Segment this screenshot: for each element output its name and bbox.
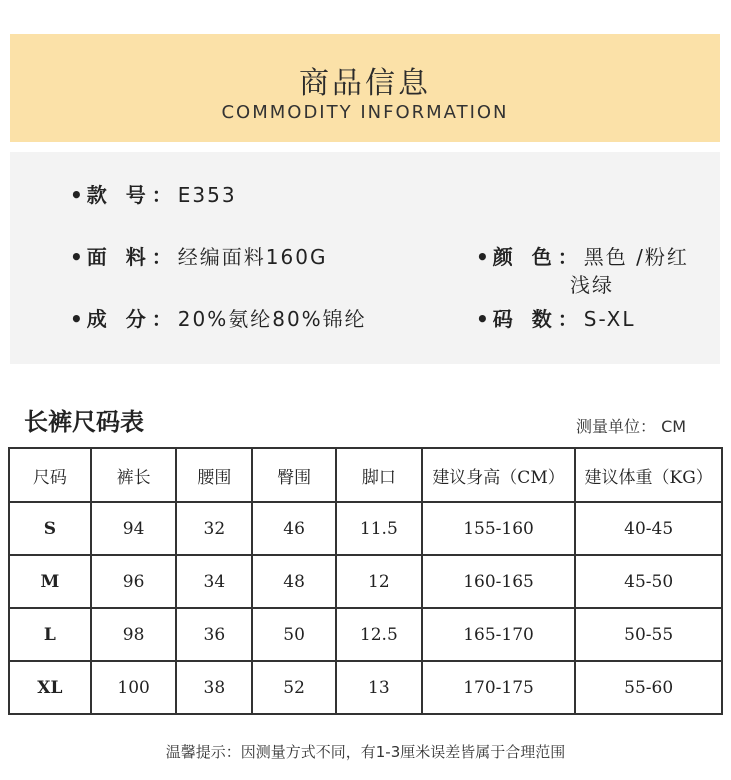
table-cell: 38 — [176, 661, 252, 714]
info-label: 面 料： — [86, 245, 178, 269]
info-value: S-XL — [583, 307, 636, 331]
table-cell: 34 — [176, 555, 252, 608]
page-subtitle: COMMODITY INFORMATION — [221, 102, 509, 123]
table-cell: 94 — [91, 502, 177, 555]
table-header-cell: 建议身高（CM） — [422, 448, 576, 502]
table-cell: 12.5 — [336, 608, 422, 661]
info-size-range — [476, 306, 636, 332]
info-label: 码 数： — [492, 307, 584, 331]
table-header-cell: 腰围 — [176, 448, 252, 502]
info-label: 成 分： — [86, 307, 178, 331]
table-row — [9, 502, 722, 555]
table-header-cell: 裤长 — [91, 448, 177, 502]
info-fabric — [70, 244, 327, 270]
size-chart-title: 长裤尺码表 — [24, 408, 144, 436]
info-style-no — [70, 182, 237, 208]
bullet-icon: • — [476, 307, 489, 331]
table-row — [9, 555, 722, 608]
table-cell: L — [9, 608, 91, 661]
table-cell: 52 — [252, 661, 336, 714]
table-cell: 50 — [252, 608, 336, 661]
table-cell: 13 — [336, 661, 422, 714]
bullet-icon: • — [70, 307, 83, 331]
bullet-icon: • — [70, 183, 83, 207]
table-cell: 170-175 — [422, 661, 576, 714]
bullet-icon: • — [476, 245, 489, 269]
info-value: 黑色 /粉红 — [583, 245, 689, 269]
table-cell: M — [9, 555, 91, 608]
table-cell: S — [9, 502, 91, 555]
info-color-line2: 浅绿 — [570, 273, 614, 297]
table-row — [9, 608, 722, 661]
table-cell: 45-50 — [575, 555, 722, 608]
table-header-cell: 脚口 — [336, 448, 422, 502]
table-cell: 165-170 — [422, 608, 576, 661]
info-label: 款 号： — [86, 183, 178, 207]
bullet-icon: • — [70, 245, 83, 269]
product-info-panel — [10, 152, 720, 364]
table-cell: 32 — [176, 502, 252, 555]
info-color — [476, 244, 689, 270]
table-cell: 48 — [252, 555, 336, 608]
table-cell: 50-55 — [575, 608, 722, 661]
measurement-tip: 温馨提示：因测量方式不同，有1-3厘米误差皆属于合理范围 — [165, 743, 566, 761]
table-cell: XL — [9, 661, 91, 714]
page-title: 商品信息 — [299, 66, 431, 101]
table-cell: 155-160 — [422, 502, 576, 555]
table-cell: 100 — [91, 661, 177, 714]
table-cell: 36 — [176, 608, 252, 661]
header-banner — [10, 34, 720, 142]
measure-unit: 测量单位： CM — [576, 417, 687, 436]
table-header-cell: 建议体重（KG） — [575, 448, 722, 502]
info-value: E353 — [177, 183, 237, 207]
table-cell: 12 — [336, 555, 422, 608]
table-cell: 98 — [91, 608, 177, 661]
table-header-cell: 臀围 — [252, 448, 336, 502]
table-cell: 55-60 — [575, 661, 722, 714]
table-cell: 96 — [91, 555, 177, 608]
size-table — [8, 447, 723, 715]
table-cell: 11.5 — [336, 502, 422, 555]
table-row — [9, 661, 722, 714]
table-header-cell: 尺码 — [9, 448, 91, 502]
info-value: 20%氨纶80%锦纶 — [177, 307, 367, 331]
info-value: 经编面料160G — [177, 245, 328, 269]
info-label: 颜 色： — [492, 245, 584, 269]
info-composition — [70, 306, 367, 332]
table-cell: 46 — [252, 502, 336, 555]
table-cell: 40-45 — [575, 502, 722, 555]
table-header-row — [9, 448, 722, 502]
table-cell: 160-165 — [422, 555, 576, 608]
